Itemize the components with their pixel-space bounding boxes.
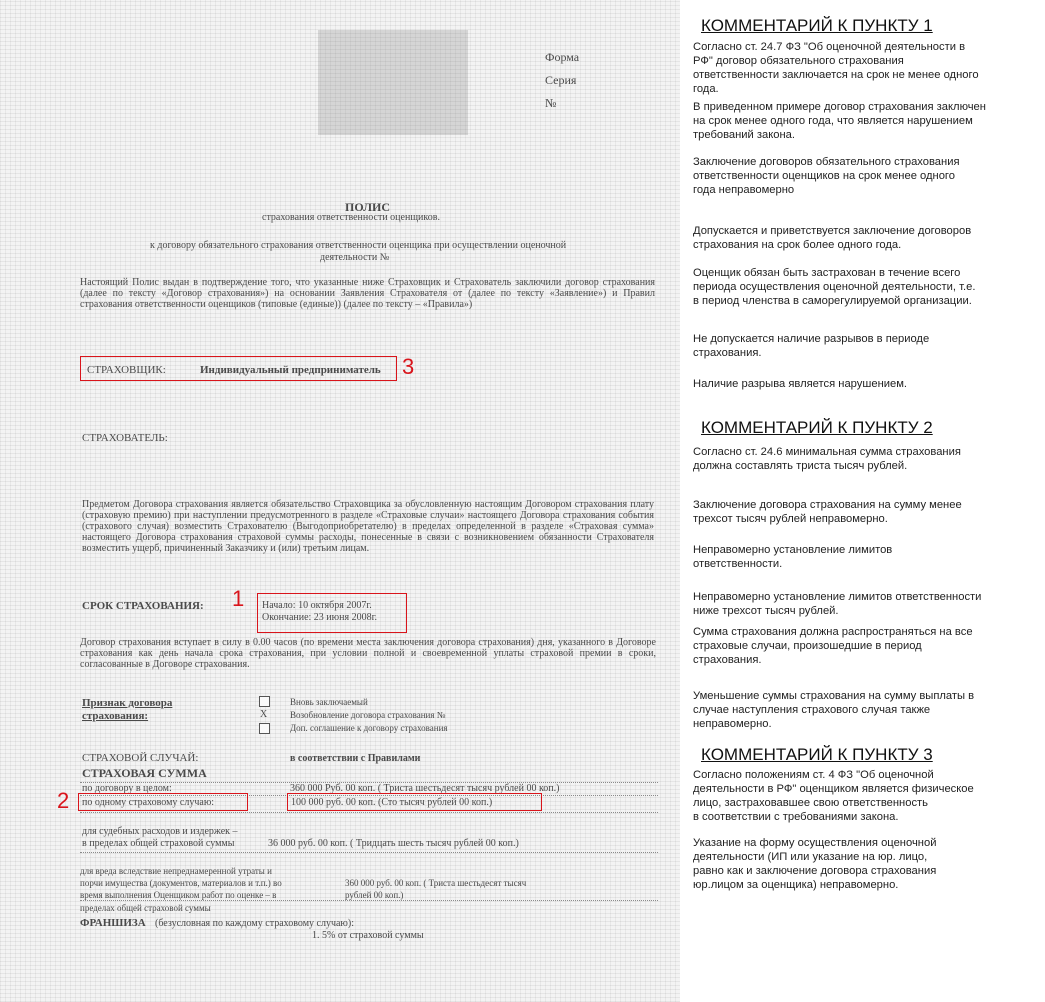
comment-2-paragraph: Неправомерно установление лимитов ответственности. bbox=[693, 544, 893, 570]
loss-value-1: 360 000 руб. 00 коп. ( Триста шестьдесят тысяч bbox=[345, 878, 527, 888]
comment-2-paragraph: Уменьшение суммы страхования на сумму выплаты в случае наступления страхового случая также неправомерно. bbox=[693, 690, 975, 730]
sign-label-1: Признак договора bbox=[82, 697, 173, 709]
comment-1-paragraph: В приведенном примере договор страхования заключен на срок менее одного года, что является нарушением требований закона. bbox=[693, 101, 986, 141]
comment-2-heading: КОММЕНТАРИЙ К ПУНКТУ 2 bbox=[701, 418, 933, 437]
contract-line-1: к договору обязательного страхования ответственности оценщика при осуществлении оценочной bbox=[150, 240, 567, 251]
form-label: Форма bbox=[545, 50, 580, 64]
comment-1-heading: КОММЕНТАРИЙ К ПУНКТУ 1 bbox=[701, 16, 933, 35]
sum-label: СТРАХОВАЯ СУММА bbox=[82, 766, 207, 780]
option-checkbox-addendum[interactable] bbox=[259, 723, 270, 734]
legal-rule bbox=[80, 852, 658, 853]
term-end: Окончание: 23 июня 2008г. bbox=[262, 612, 378, 623]
comments-panel bbox=[693, 14, 1043, 994]
loss-label-1: для вреда вследствие непреднамеренной утраты и bbox=[80, 866, 272, 876]
sum-total-label: по договору в целом: bbox=[82, 783, 172, 794]
highlight-box-1 bbox=[257, 593, 407, 633]
number-label: № bbox=[545, 96, 557, 110]
loss-label-2: порчи имущества (документов, материалов и т.п.) во bbox=[80, 878, 282, 888]
sum-rule-bottom bbox=[80, 812, 658, 813]
option-new: Вновь заключаемый bbox=[290, 697, 368, 707]
loss-rule bbox=[80, 900, 658, 901]
option-renewal: Возобновление договора страхования № bbox=[290, 710, 446, 720]
insurer-value: Индивидуальный предприниматель bbox=[200, 364, 381, 376]
franchise-label: ФРАНШИЗА bbox=[80, 917, 146, 929]
comment-3-paragraph: Согласно положениям ст. 4 ФЗ "Об оценочной деятельности в РФ" оценщиком является физическое лицо, застраховавшее свою ответственность в соответствии с требованиями закона. bbox=[693, 769, 974, 823]
sum-total-value: 360 000 Руб. 00 коп. ( Триста шестьдесят тысяч рублей 00 коп.) bbox=[290, 783, 560, 794]
comment-1-paragraph: Допускается и приветствуется заключение договоров страхования на срок более одного года. bbox=[693, 225, 972, 251]
marker-1: 1 bbox=[232, 586, 245, 611]
comment-1-paragraph: Наличие разрыва является нарушением. bbox=[693, 378, 908, 390]
loss-label-4: пределах общей страховой суммы bbox=[80, 903, 211, 913]
contract-line-2: деятельности № bbox=[320, 252, 390, 263]
sign-label-2: страхования: bbox=[82, 710, 149, 722]
comment-1-paragraph: Не допускается наличие разрывов в периоде страхования. bbox=[693, 333, 930, 359]
case-label: СТРАХОВОЙ СЛУЧАЙ: bbox=[82, 752, 199, 764]
redacted-stamp bbox=[318, 30, 468, 135]
comment-1-paragraph: Оценщик обязан быть застрахован в течение всего периода осуществления оценочной деятельности, т.е. в период членства в саморегулируемой организации. bbox=[693, 267, 976, 307]
comment-2-paragraph: Сумма страхования должна распространяться на все страховые случаи, произошедшие в период страхования. bbox=[693, 626, 973, 666]
sum-per-case-value: 100 000 руб. 00 коп. (Сто тысяч рублей 00 коп.) bbox=[291, 797, 493, 808]
franchise-note: (безусловная по каждому страховому случаю): bbox=[155, 918, 355, 929]
comment-3-paragraph: Указание на форму осуществления оценочной деятельности (ИП или указание на юр. лицо, равно как и заключение договора страхования юр.лицом за оценщика) неправомерно. bbox=[693, 837, 937, 891]
term-label: СРОК СТРАХОВАНИЯ: bbox=[82, 600, 204, 612]
case-value: в соответствии с Правилами bbox=[290, 753, 421, 764]
term-start: Начало: 10 октября 2007г. bbox=[262, 600, 372, 611]
policy-subtitle: страхования ответственности оценщиков. bbox=[262, 212, 440, 223]
marker-3: 3 bbox=[402, 354, 415, 379]
insurer-label: СТРАХОВЩИК: bbox=[87, 364, 166, 376]
comment-2-paragraph: Заключение договора страхования на сумму менее трехсот тысяч рублей неправомерно. bbox=[693, 499, 962, 525]
intro-paragraph: Настоящий Полис выдан в подтверждение того, что указанные ниже Страховщик и Страхователь заключили договор страхования (далее по тексту «Договор страхования») на основании Заявления Страхователя от (далее по тексту «Заявление») и Правил страхования ответственности оценщиков (типовые (единые)) (далее по тексту – «Правила») bbox=[80, 277, 655, 310]
marker-2: 2 bbox=[57, 788, 70, 813]
option-addendum: Доп. соглашение к договору страхования bbox=[290, 723, 448, 733]
highlight-box-3 bbox=[80, 356, 397, 381]
effect-paragraph: Договор страхования вступает в силу в 0.00 часов (по времени места заключения договора страхования) дня, указанного в Договоре страхования как день начала срока страхования, при условии полной и своевременной уплаты страховой премии в сроки, согласованные в Договоре страхования. bbox=[80, 637, 656, 670]
legal-label-2: в пределах общей страховой суммы bbox=[82, 838, 235, 849]
policy-title: ПОЛИС bbox=[345, 200, 391, 214]
option-mark-renewal: X bbox=[260, 709, 268, 720]
subject-paragraph: Предметом Договора страхования является обязательство Страховщика за обусловленную настоящим Договором страхования плату (страховую премию) при наступлении предусмотренного в разделе «Страховые случаи» настоящего Договора страхования события (страхового случая) возместить Страхователю (Выгодоприобретателю) в пределах определенной в разделе «Страховая сумма» настоящего Договора страхования страховой суммы расходы, понесенные в связи с возникновением обязанности Страхователя возместить ущерб, причиненный Заказчику и (или) третьим лицам. bbox=[82, 499, 654, 554]
legal-value: 36 000 руб. 00 коп. ( Тридцать шесть тысяч рублей 00 коп.) bbox=[268, 838, 519, 849]
option-checkbox-new[interactable] bbox=[259, 696, 270, 707]
comment-2-paragraph: Согласно ст. 24.6 минимальная сумма страхования должна составлять триста тысяч рублей. bbox=[693, 446, 961, 472]
franchise-value: 1. 5% от страховой суммы bbox=[312, 930, 424, 941]
comment-3-heading: КОММЕНТАРИЙ К ПУНКТУ 3 bbox=[701, 745, 933, 764]
series-label: Серия bbox=[545, 73, 577, 87]
insured-label: СТРАХОВАТЕЛЬ: bbox=[82, 432, 168, 444]
loss-label-3: время выполнения Оценщиком работ по оценке – в bbox=[80, 890, 277, 900]
comment-2-paragraph: Неправомерно установление лимитов ответственности ниже трехсот тысяч рублей. bbox=[693, 591, 982, 617]
loss-value-2: рублей 00 коп.) bbox=[345, 890, 404, 900]
legal-label-1: для судебных расходов и издержек – bbox=[82, 826, 238, 837]
highlight-box-2b bbox=[287, 793, 542, 811]
highlight-box-2a bbox=[78, 793, 248, 811]
comment-1-paragraph: Согласно ст. 24.7 ФЗ "Об оценочной деятельности в РФ" договор обязательного страхования ответственности заключается на срок не менее одного года. bbox=[693, 41, 979, 95]
comment-1-paragraph: Заключение договоров обязательного страхования ответственности оценщиков на срок менее одного года неправомерно bbox=[693, 156, 960, 196]
sum-per-case-label: по одному страховому случаю: bbox=[82, 797, 215, 808]
